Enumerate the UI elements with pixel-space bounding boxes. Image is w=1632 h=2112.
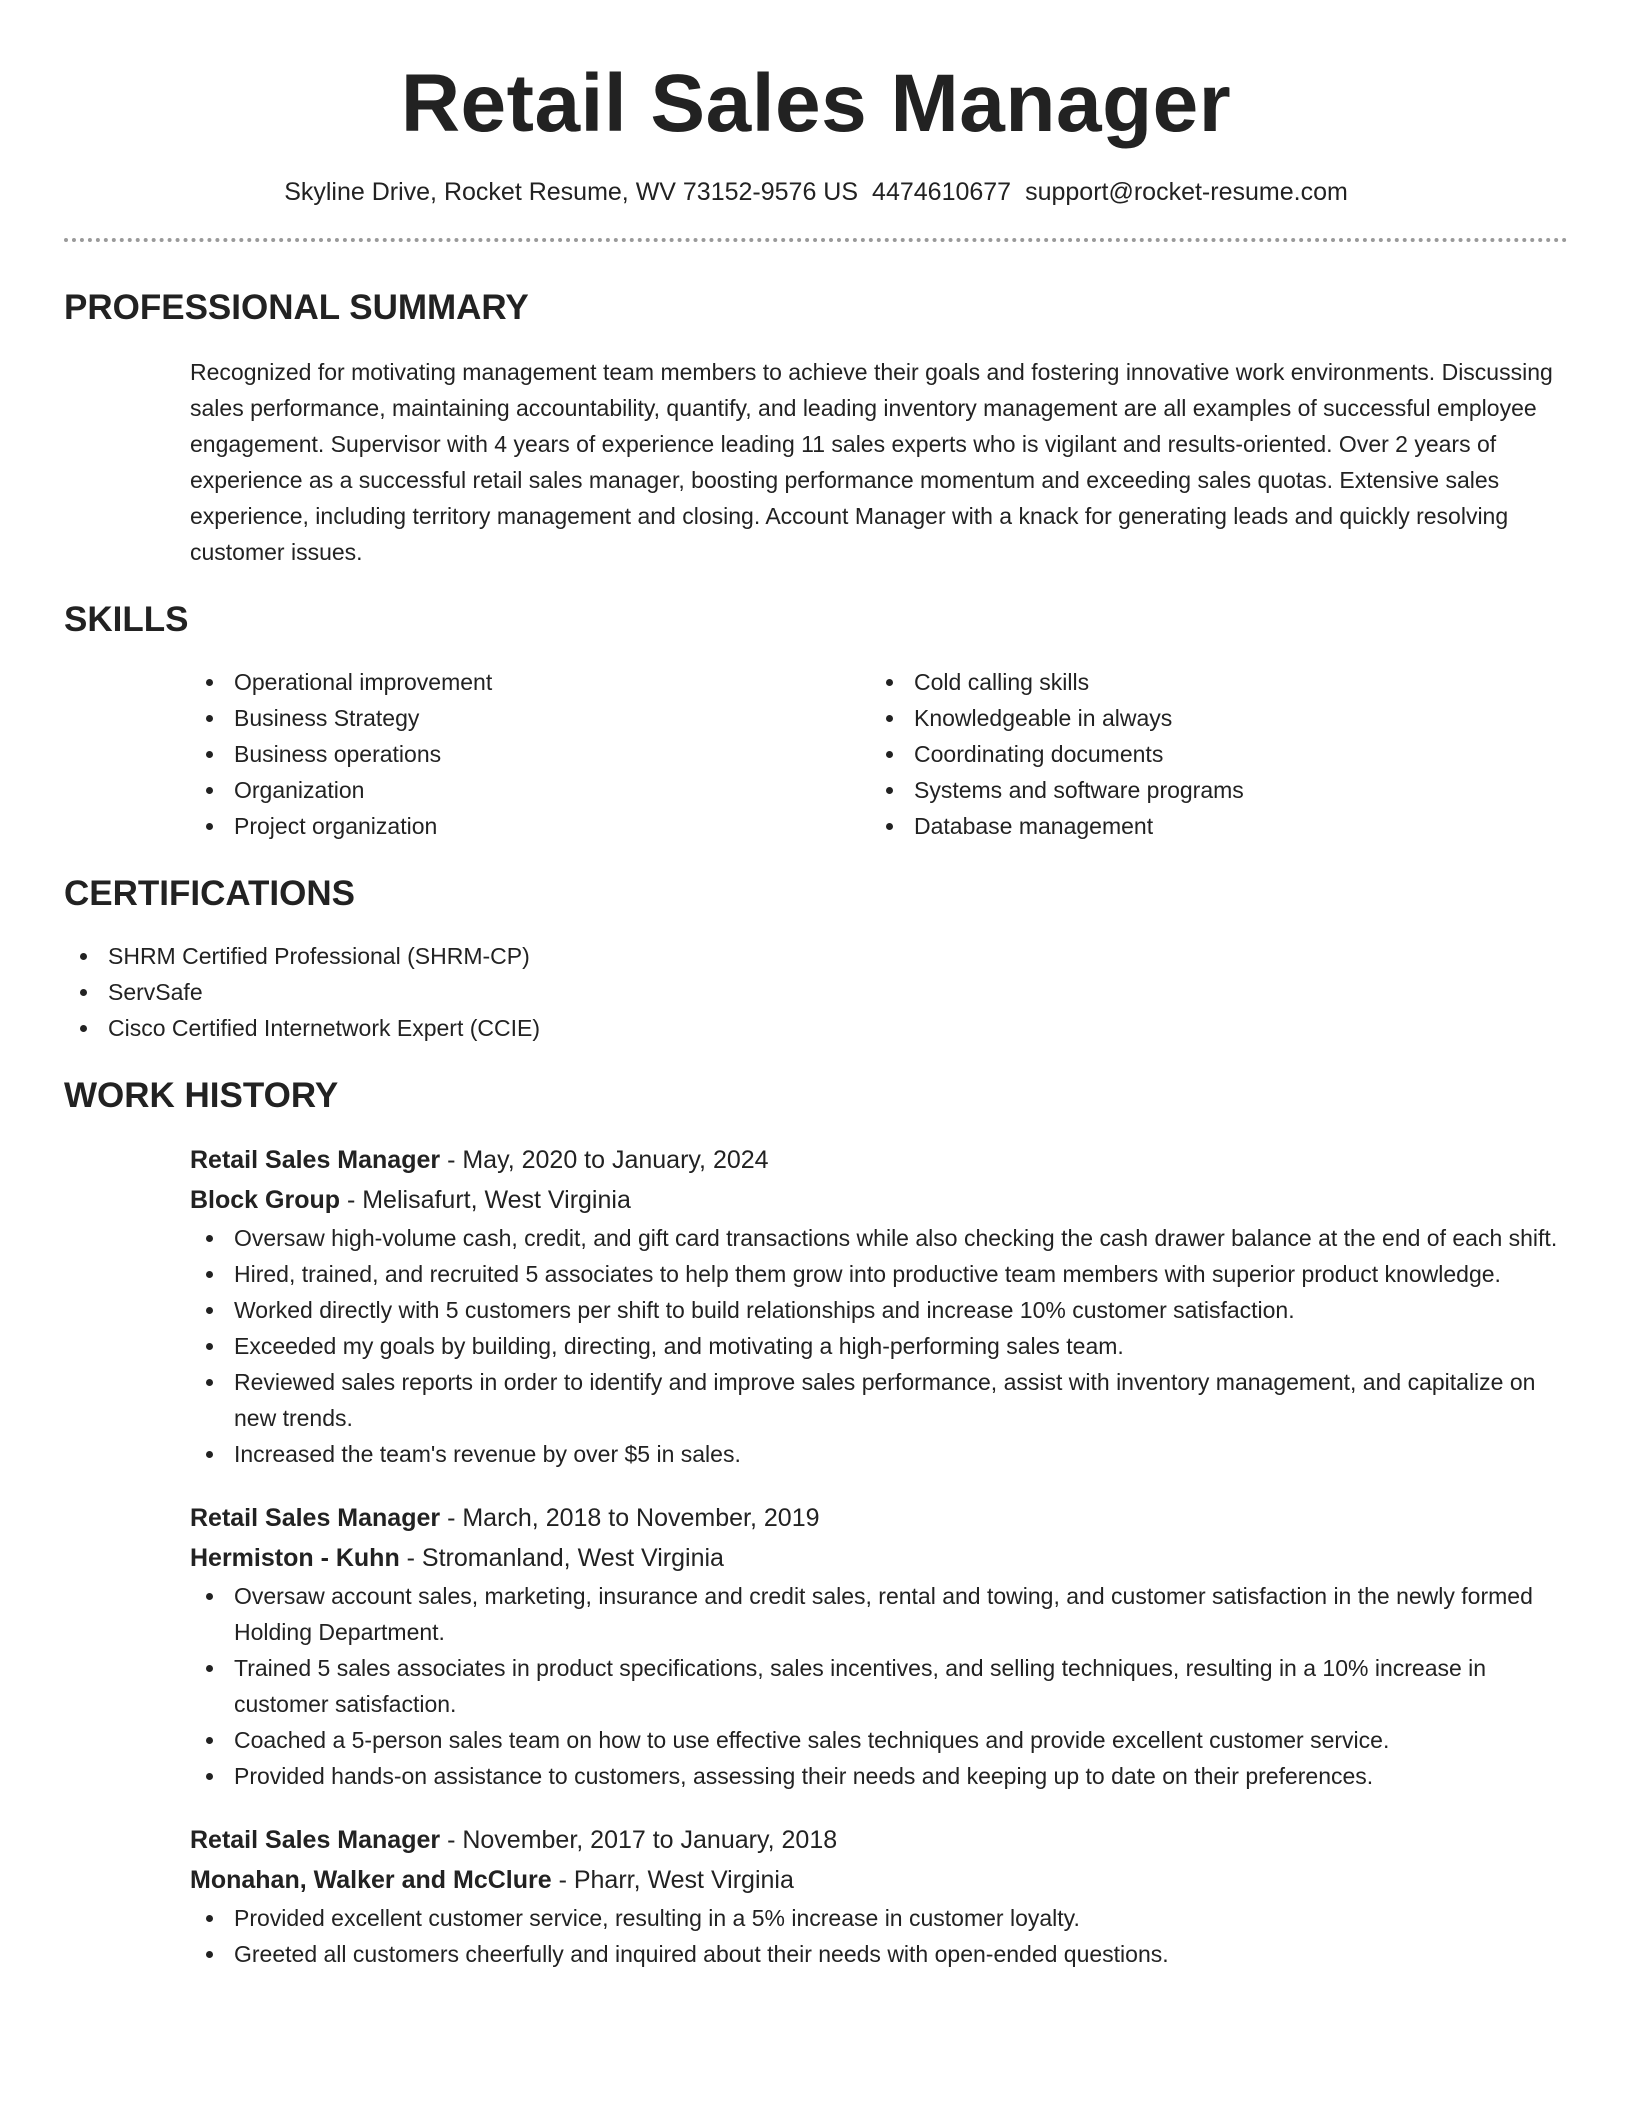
- job-title-line: [190, 1140, 1568, 1180]
- skill-item: Systems and software programs: [870, 772, 1550, 808]
- job-bullet: Provided excellent customer service, resulting in a 5% increase in customer loyalty.: [190, 1900, 1568, 1936]
- job-bullet: Worked directly with 5 customers per shift to build relationships and increase 10% customer satisfaction.: [190, 1292, 1568, 1328]
- job-title: Retail Sales Manager: [190, 1826, 441, 1854]
- job-dates: - May, 2020 to January, 2024: [440, 1146, 769, 1174]
- contact-address: Skyline Drive, Rocket Resume, WV 73152-9576 US: [284, 178, 859, 206]
- job-title-line: [190, 1498, 1568, 1538]
- skill-item: Cold calling skills: [870, 664, 1550, 700]
- job-company-line: [190, 1538, 1568, 1578]
- job-bullet: Coached a 5-person sales team on how to use effective sales techniques and provide excellent customer service.: [190, 1722, 1568, 1758]
- job-bullet: Hired, trained, and recruited 5 associates to help them grow into productive team members with superior product knowledge.: [190, 1256, 1568, 1292]
- job-entry: [190, 1498, 1568, 1794]
- job-bullet: Oversaw account sales, marketing, insurance and credit sales, rental and towing, and customer satisfaction in the newly formed Holding Department.: [190, 1578, 1568, 1650]
- skills-section: [64, 598, 1568, 844]
- skill-item: Operational improvement: [190, 664, 870, 700]
- job-dates: - November, 2017 to January, 2018: [440, 1826, 838, 1854]
- skill-item: Coordinating documents: [870, 736, 1550, 772]
- job-bullet-list: [190, 1220, 1568, 1472]
- header-divider: [64, 238, 1568, 242]
- job-location: - Pharr, West Virginia: [551, 1866, 794, 1894]
- skill-item: Business Strategy: [190, 700, 870, 736]
- skill-item: Knowledgeable in always: [870, 700, 1550, 736]
- skill-item: Database management: [870, 808, 1550, 844]
- job-bullet-list: [190, 1900, 1568, 1972]
- job-bullet: Oversaw high-volume cash, credit, and gift card transactions while also checking the cash drawer balance at the end of each shift.: [190, 1220, 1568, 1256]
- job-location: - Stromanland, West Virginia: [399, 1544, 724, 1572]
- job-entry: [190, 1140, 1568, 1472]
- job-company-line: [190, 1860, 1568, 1900]
- job-title-line: [190, 1820, 1568, 1860]
- job-company: Block Group: [190, 1186, 341, 1214]
- resume-page: [64, 0, 1568, 1972]
- job-bullet-list: [190, 1578, 1568, 1794]
- skill-item: Organization: [190, 772, 870, 808]
- skill-item: Project organization: [190, 808, 870, 844]
- contact-line: [64, 176, 1568, 208]
- job-bullet: Increased the team's revenue by over $5 in sales.: [190, 1436, 1568, 1472]
- certification-item: ServSafe: [64, 974, 1568, 1010]
- certifications-section: [64, 872, 1568, 1046]
- resume-name: Retail Sales Manager: [400, 58, 1232, 149]
- job-company: Monahan, Walker and McClure: [190, 1866, 552, 1894]
- summary-text: Recognized for motivating management team members to achieve their goals and fostering innovative work environments. Discussing sales performance, maintaining accountability, quantify, and leading inventory management are all examples of successful employee engagement. Supervisor with 4 years of experience leading 11 sales experts who is vigilant and results-oriented. Over 2 years of experience as a successful retail sales manager, boosting performance momentum and exceeding sales quotas. Extensive sales experience, including territory management and closing. Account Manager with a knack for generating leads and quickly resolving customer issues.: [190, 359, 1553, 565]
- job-bullet: Greeted all customers cheerfully and inquired about their needs with open-ended questions.: [190, 1936, 1568, 1972]
- contact-phone: 4474610677: [872, 178, 1012, 206]
- section-title-certifications: CERTIFICATIONS: [64, 874, 356, 913]
- job-entry: [190, 1820, 1568, 1972]
- section-title-summary: PROFESSIONAL SUMMARY: [64, 288, 529, 327]
- job-company: Hermiston - Kuhn: [190, 1544, 400, 1572]
- skills-columns: [190, 664, 1568, 844]
- section-title-skills: SKILLS: [64, 600, 189, 639]
- certification-item: SHRM Certified Professional (SHRM-CP): [64, 938, 1568, 974]
- job-bullet: Reviewed sales reports in order to identify and improve sales performance, assist with inventory management, and capitalize on new trends.: [190, 1364, 1568, 1436]
- job-title: Retail Sales Manager: [190, 1146, 441, 1174]
- skills-list-left: [190, 664, 870, 844]
- contact-email: support@rocket-resume.com: [1025, 178, 1348, 206]
- job-bullet: Exceeded my goals by building, directing, and motivating a high-performing sales team.: [190, 1328, 1568, 1364]
- summary-section: [64, 286, 1568, 570]
- certification-item: Cisco Certified Internetwork Expert (CCIE): [64, 1010, 1568, 1046]
- job-location: - Melisafurt, West Virginia: [340, 1186, 631, 1214]
- skills-list-right: [870, 664, 1550, 844]
- skill-item: Business operations: [190, 736, 870, 772]
- job-dates: - March, 2018 to November, 2019: [440, 1504, 820, 1532]
- job-title: Retail Sales Manager: [190, 1504, 441, 1532]
- job-bullet: Provided hands-on assistance to customers, assessing their needs and keeping up to date on their preferences.: [190, 1758, 1568, 1794]
- job-bullet: Trained 5 sales associates in product specifications, sales incentives, and selling techniques, resulting in a 10% increase in customer satisfaction.: [190, 1650, 1568, 1722]
- section-title-work-history: WORK HISTORY: [64, 1076, 339, 1115]
- work-history-section: [64, 1074, 1568, 1972]
- job-company-line: [190, 1180, 1568, 1220]
- certifications-list: [64, 938, 1568, 1046]
